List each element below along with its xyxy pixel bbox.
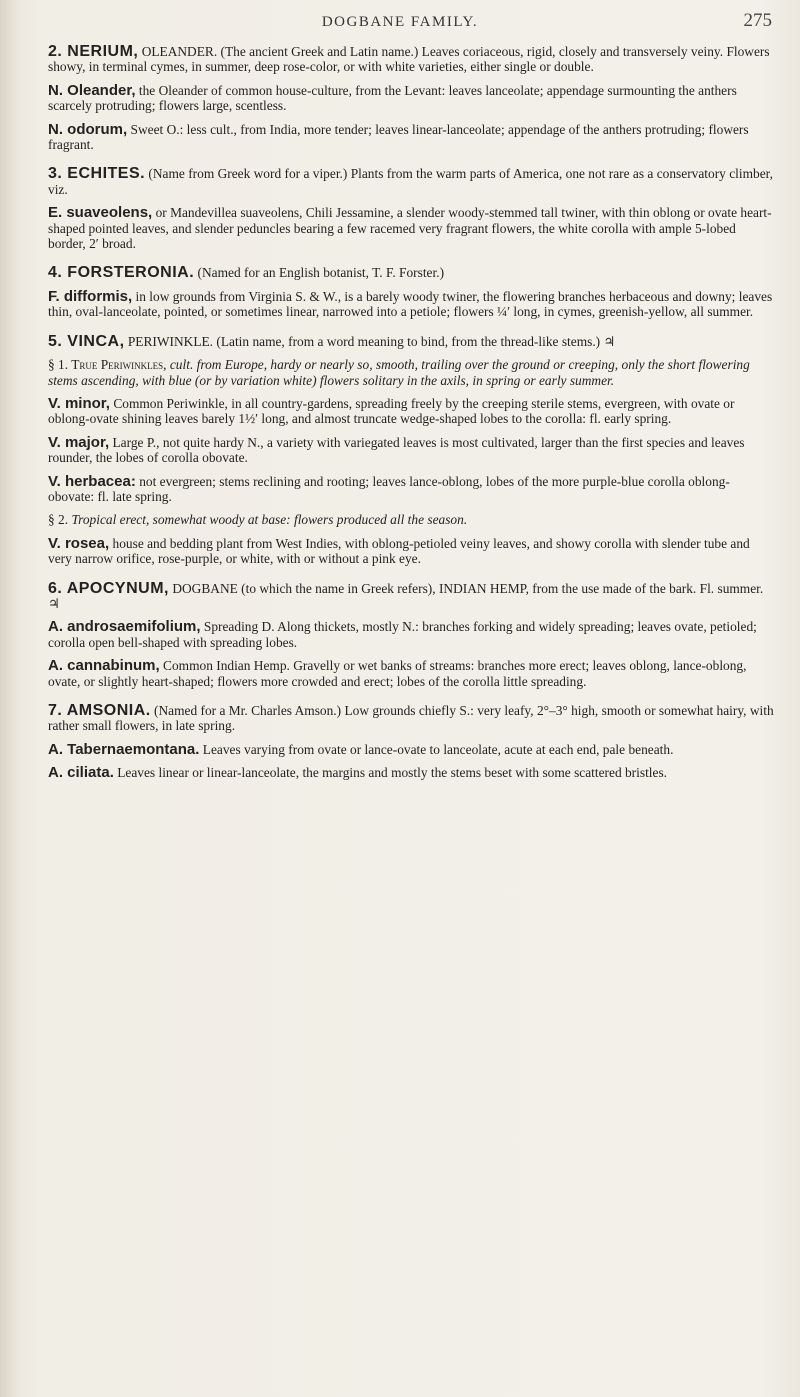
species-vinca-minor bbox=[48, 396, 774, 427]
species-amsonia-ciliata bbox=[48, 765, 774, 780]
genus-echites bbox=[48, 166, 774, 197]
species-vinca-rosea bbox=[48, 536, 774, 567]
species-description: Common Periwinkle, in all country-gardens, spreading freely by the creeping sterile stems, evergreen, with ovate or oblong-ovate shining leaves barely 1½′ long, and almost truncate wedge-shaped lobes to the corolla: fl. early spring. bbox=[48, 395, 735, 427]
genus-description: (Named for an English botanist, T. F. Forster.) bbox=[194, 265, 445, 281]
section-heading: § 2. bbox=[48, 512, 69, 528]
species-description: Common Indian Hemp. Gravelly or wet banks of streams: branches more erect; leaves oblong, lance-oblong, ovate, or slightly heart-shaped; flowers more crowded and erect; lobes of the corolla little spreading. bbox=[48, 658, 747, 689]
species-vinca-major bbox=[48, 435, 774, 466]
genus-description: PERIWINKLE. (Latin name, from a word meaning to bind, from the thread-like stems.) ♃ bbox=[124, 333, 616, 349]
running-title: DOGBANE FAMILY. bbox=[321, 14, 479, 30]
species-heading: V. minor, bbox=[48, 394, 110, 412]
species-description: Leaves varying from ovate or lance-ovate to lanceolate, acute at each end, pale beneath. bbox=[199, 741, 674, 757]
section-description: cult. from Europe, hardy or nearly so, smooth, trailing over the ground or creeping, only the short flowering stems ascending, with blue (or by variation white) flowers solitary in the axils, in spring or early summer. bbox=[48, 357, 750, 388]
species-description: not evergreen; stems reclining and rooting; leaves lance-oblong, lobes of the more purple-blue corolla oblong-obovate: fl. late spring. bbox=[48, 473, 730, 504]
species-heading: V. rosea, bbox=[48, 534, 110, 552]
species-description: house and bedding plant from West Indies, with oblong-petioled veiny leaves, and showy corolla with slender tube and very narrow orifice, rose-purple, or white, with or without a pink eye. bbox=[48, 535, 750, 567]
genus-heading: 4. FORSTERONIA. bbox=[48, 264, 195, 282]
genus-forsteronia bbox=[48, 265, 774, 280]
species-vinca-herbacea bbox=[48, 474, 774, 505]
species-heading: A. Tabernaemontana. bbox=[48, 740, 200, 758]
species-forsteronia-difformis bbox=[48, 289, 774, 320]
species-apocynum-cannabinum bbox=[48, 658, 774, 689]
species-description: in low grounds from Virginia S. & W., is a barely woody twiner, the flowering branches herbaceous and downy; leaves thin, oval-lanceolate, pointed, or sometimes linear, narrowed into a petiole; flowers ¼′ long, in cymes, greenish-yellow, all summer. bbox=[48, 288, 773, 320]
genus-heading: 2. NERIUM, bbox=[48, 43, 139, 60]
species-heading: N. odorum, bbox=[48, 120, 128, 138]
genus-apocynum bbox=[48, 581, 774, 612]
genus-vinca bbox=[48, 334, 774, 349]
genus-description: (Name from Greek word for a viper.) Plants from the warm parts of America, one not rare as a conservatory climber, viz. bbox=[48, 166, 773, 197]
genus-heading: 5. VINCA, bbox=[48, 332, 125, 350]
species-heading: F. difformis, bbox=[48, 287, 133, 305]
species-nerium-oleander bbox=[48, 83, 774, 114]
genus-nerium bbox=[48, 44, 774, 75]
genus-description: OLEANDER. (The ancient Greek and Latin name.) Leaves coriaceous, rigid, closely and transversely veiny. Flowers showy, in terminal cymes, in summer, deep rose-color, or with white varieties, either single or double. bbox=[48, 44, 770, 75]
species-description: Leaves linear or linear-lanceolate, the margins and mostly the stems beset with some scattered bristles. bbox=[113, 765, 668, 781]
species-description: or Mandevillea suaveolens, Chili Jessamine, a slender woody-stemmed tall twiner, with thin oblong or ovate heart-shaped pointed leaves, and slender peduncles bearing a few racemed very fragrant flowers, the white corolla with ample 5-lobed border, 2′ broad. bbox=[48, 205, 772, 252]
genus-amsonia bbox=[48, 703, 774, 734]
page-number: 275 bbox=[743, 10, 772, 31]
section-true-periwinkles bbox=[48, 357, 774, 388]
species-heading: A. cannabinum, bbox=[48, 657, 160, 675]
species-heading: V. major, bbox=[48, 433, 110, 451]
species-description: Spreading D. Along thickets, mostly N.: branches forking and widely spreading; leaves ovate, petioled; corolla open bell-shaped with spreading lobes. bbox=[48, 619, 757, 650]
species-amsonia-tabernaemontana bbox=[48, 742, 774, 757]
species-heading: V. herbacea: bbox=[48, 472, 136, 490]
species-heading: E. suaveolens, bbox=[48, 204, 153, 222]
section-description: Tropical erect, somewhat woody at base: flowers produced all the season. bbox=[68, 512, 468, 528]
species-description: Large P., not quite hardy N., a variety with variegated leaves is most cultivated, larger than the first species and leaves rounder, the lobes of corolla obovate. bbox=[48, 434, 745, 466]
genus-description: (Named for a Mr. Charles Amson.) Low grounds chiefly S.: very leafy, 2°–3° high, smooth or somewhat hairy, with rather small flowers, in late spring. bbox=[48, 703, 774, 734]
species-description: the Oleander of common house-culture, from the Levant: leaves lanceolate; appendage surmounting the anthers scarcely protruding; flowers large, scentless. bbox=[48, 82, 737, 114]
species-heading: A. androsaemifolium, bbox=[48, 618, 201, 636]
section-heading: § 1. True Periwinkles, bbox=[48, 357, 167, 373]
genus-heading: 3. ECHITES. bbox=[48, 165, 146, 183]
running-head bbox=[0, 8, 800, 38]
species-apocynum-androsaemifolium bbox=[48, 619, 774, 650]
genus-description: DOGBANE (to which the name in Greek refers), INDIAN HEMP, from the use made of the bark. Fl. summer. ♃ bbox=[48, 580, 764, 611]
species-echites-suaveolens bbox=[48, 205, 774, 251]
species-heading: N. Oleander, bbox=[48, 81, 136, 99]
species-heading: A. ciliata. bbox=[48, 764, 114, 782]
page-body bbox=[48, 44, 774, 789]
genus-heading: 7. AMSONIA. bbox=[48, 702, 151, 719]
species-nerium-odorum bbox=[48, 122, 774, 153]
species-description: Sweet O.: less cult., from India, more tender; leaves linear-lanceolate; appendage of the anthers protruding; flowers fragrant. bbox=[48, 121, 749, 153]
section-tropical bbox=[48, 512, 774, 527]
genus-heading: 6. APOCYNUM, bbox=[48, 579, 169, 597]
